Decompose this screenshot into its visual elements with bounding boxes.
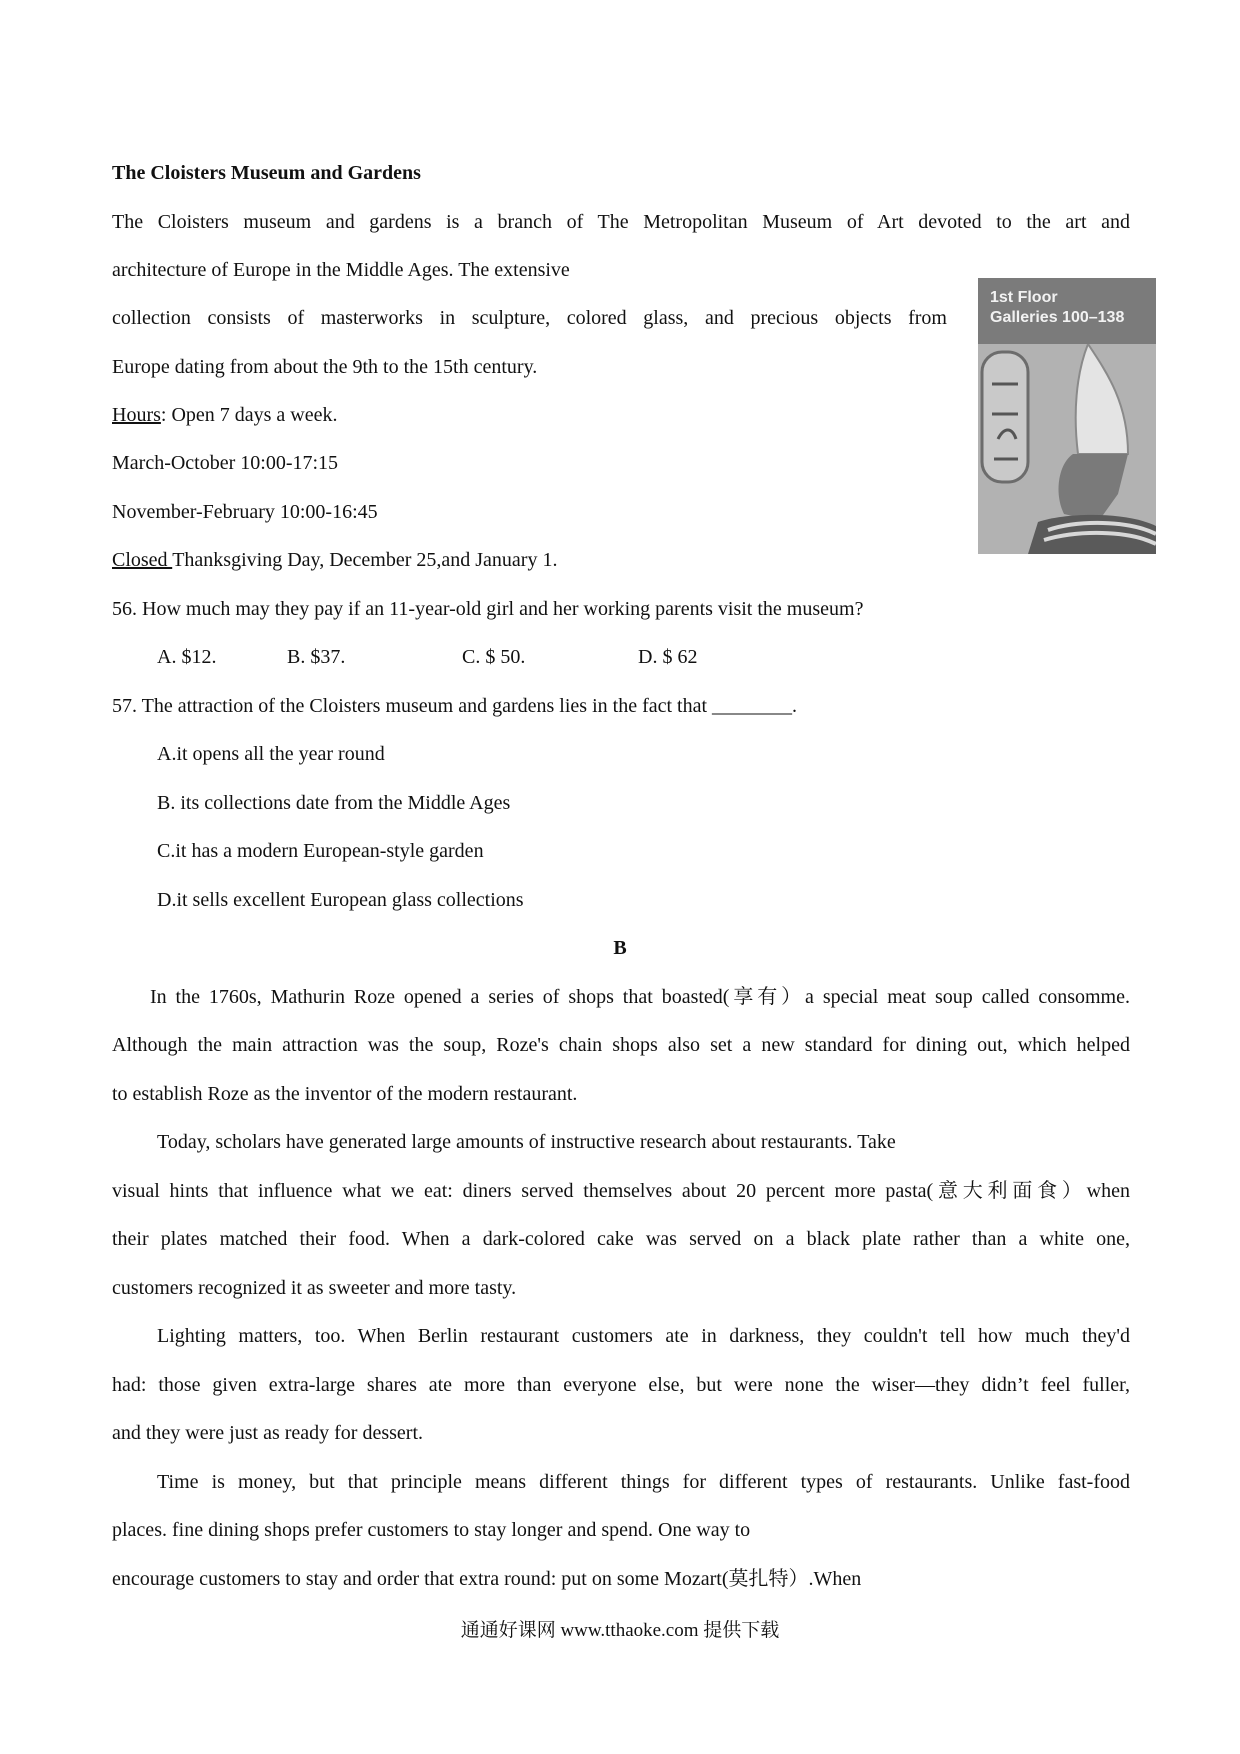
gallery-floor-image xyxy=(978,278,1156,554)
p3-line-2: had: those given extra-large shares ate more than everyone else, but were none the wiser—they didn’t feel fuller, xyxy=(112,1374,1130,1396)
intro-line-4: Europe dating from about the 9th to the 15th century. xyxy=(112,356,538,378)
egyptian-pharaoh-illustration xyxy=(978,344,1156,554)
question-56: 56. How much may they pay if an 11-year-old girl and her working parents visit the museum? xyxy=(112,598,864,620)
p2-line-3: their plates matched their food. When a dark-colored cake was served on a black plate rather than a white one, xyxy=(112,1228,1130,1250)
q57-option-c: C.it has a modern European-style garden xyxy=(157,840,484,862)
p4-line-3: encourage customers to stay and order that extra round: put on some Mozart(莫扎特）.When xyxy=(112,1568,862,1590)
p2-line-2: visual hints that influence what we eat: diners served themselves about 20 percent more pasta(意大利面食）when xyxy=(112,1180,1130,1202)
q56-option-c: C. $ 50. xyxy=(462,646,526,668)
hours-summer: March-October 10:00-17:15 xyxy=(112,452,339,474)
hours-label: Hours xyxy=(112,404,161,426)
p4-line-1: Time is money, but that principle means different things for different types of restaurants. Unlike fast-food xyxy=(157,1471,1130,1493)
closed-label: Closed xyxy=(112,549,173,571)
closed-text: Thanksgiving Day, December 25,and January 1. xyxy=(172,549,558,571)
page-footer: 通通好课网 www.tthaoke.com 提供下载 xyxy=(460,1620,780,1641)
q56-option-d: D. $ 62 xyxy=(638,646,698,668)
p1-line-3: to establish Roze as the inventor of the modern restaurant. xyxy=(112,1083,578,1105)
p4-line-2: places. fine dining shops prefer customers to stay longer and spend. One way to xyxy=(112,1519,751,1541)
passage-title: The Cloisters Museum and Gardens xyxy=(112,162,421,184)
intro-line-1: The Cloisters museum and gardens is a branch of The Metropolitan Museum of Art devoted to the art and xyxy=(112,211,1130,233)
gallery-caption-line2: Galleries 100–138 xyxy=(990,309,1125,326)
intro-line-3: collection consists of masterworks in sculpture, colored glass, and precious objects from xyxy=(112,307,947,329)
p2-line-1: Today, scholars have generated large amounts of instructive research about restaurants. Take xyxy=(157,1131,896,1153)
q57-option-a: A.it opens all the year round xyxy=(157,743,385,765)
q57-option-b: B. its collections date from the Middle Ages xyxy=(157,792,511,814)
hours-winter: November-February 10:00-16:45 xyxy=(112,501,378,523)
p3-line-3: and they were just as ready for dessert. xyxy=(112,1422,423,1444)
section-b-heading: B xyxy=(613,937,627,959)
p1-line-1: In the 1760s, Mathurin Roze opened a series of shops that boasted(享有）a special meat soup called consomme. xyxy=(150,986,1130,1008)
p3-line-1: Lighting matters, too. When Berlin restaurant customers ate in darkness, they couldn't tell how much they'd xyxy=(157,1325,1130,1347)
intro-line-2: architecture of Europe in the Middle Ages. The extensive xyxy=(112,259,570,281)
q56-option-a: A. $12. xyxy=(157,646,217,668)
q57-option-d: D.it sells excellent European glass collections xyxy=(157,889,524,911)
p1-line-2: Although the main attraction was the soup, Roze's chain shops also set a new standard for dining out, which helped xyxy=(112,1034,1130,1056)
q56-option-b: B. $37. xyxy=(287,646,346,668)
p2-line-4: customers recognized it as sweeter and more tasty. xyxy=(112,1277,517,1299)
question-57: 57. The attraction of the Cloisters museum and gardens lies in the fact that ________. xyxy=(112,695,798,717)
hours-text: : Open 7 days a week. xyxy=(160,404,338,426)
gallery-caption-line1: 1st Floor xyxy=(990,289,1058,306)
